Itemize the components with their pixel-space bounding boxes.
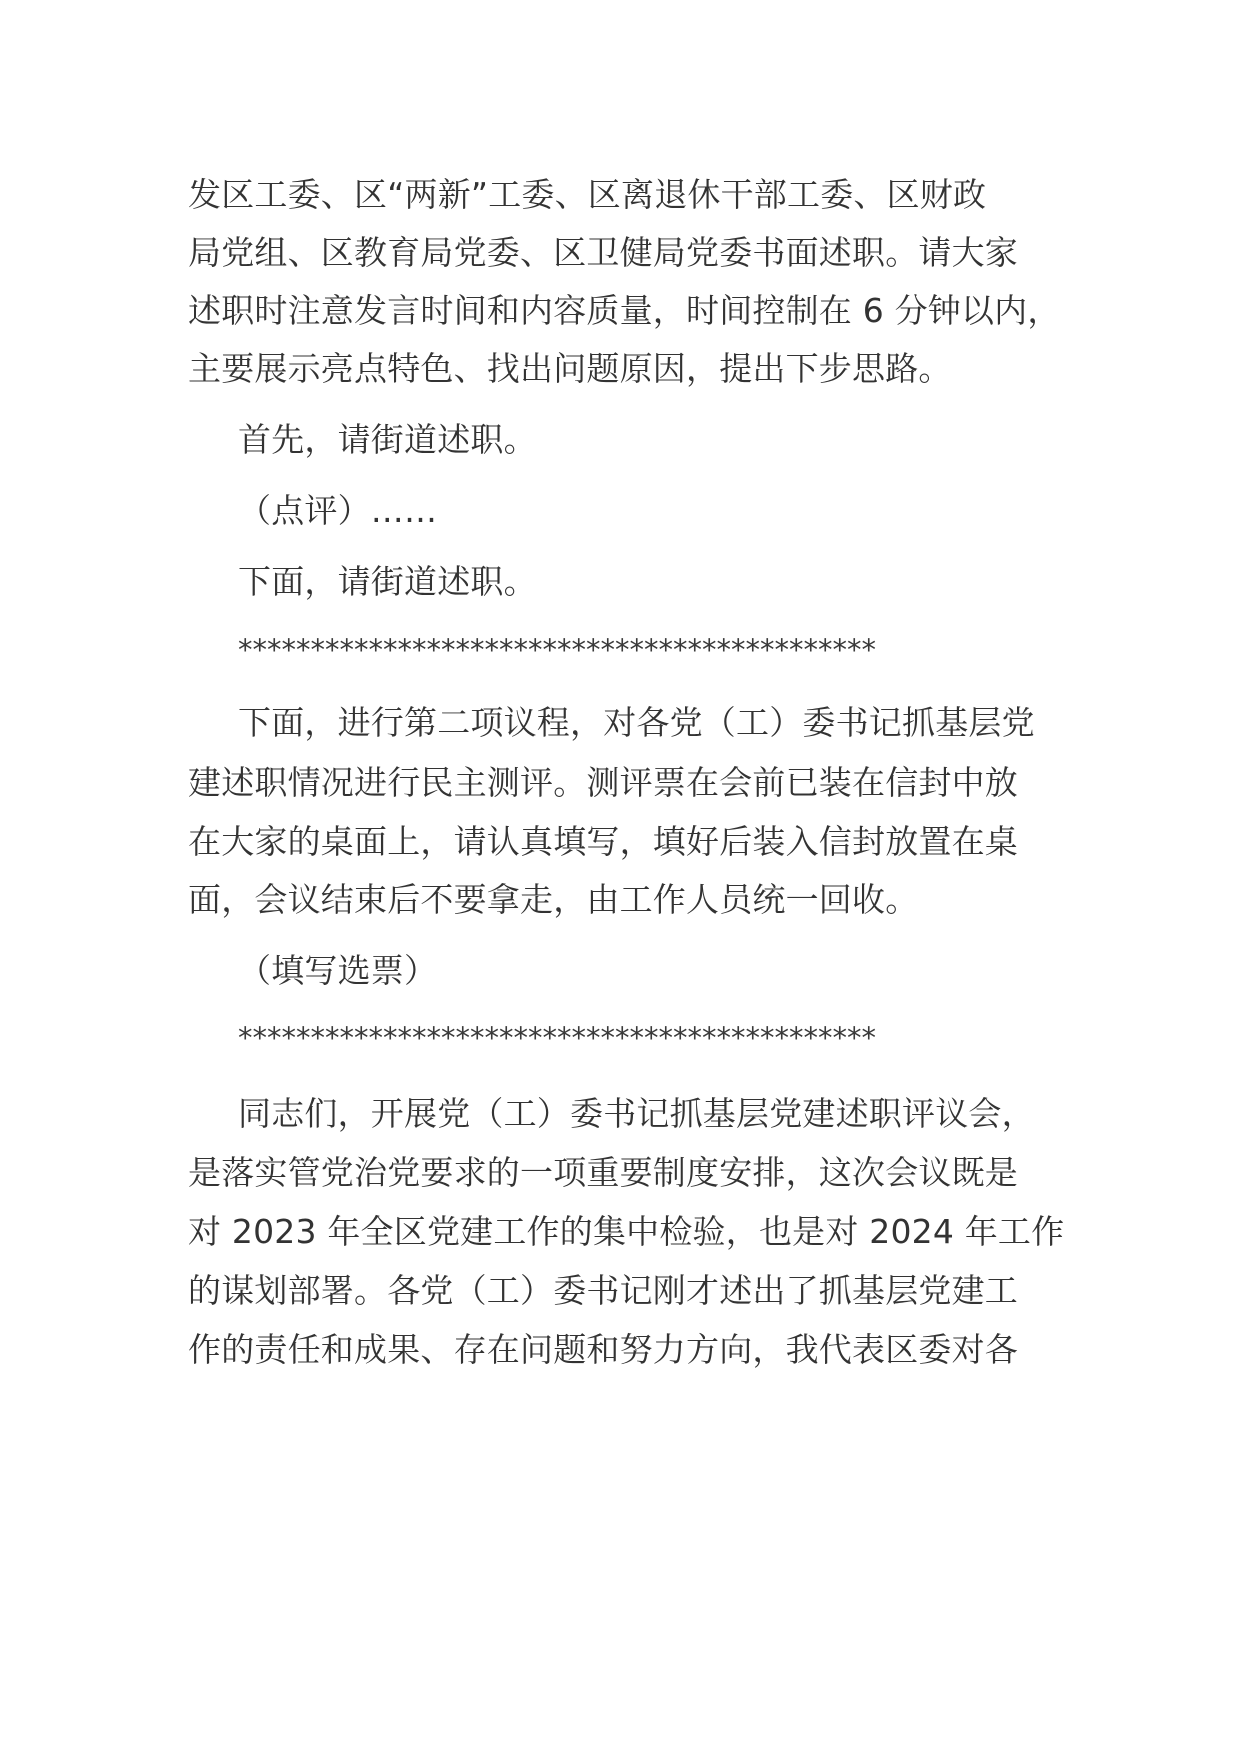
paragraph-5-line-3: 对 2023 年全区党建工作的集中检验，也是对 2024 年工作 xyxy=(188,1212,1065,1251)
paragraph-4-line-3: 在大家的桌面上，请认真填写，填好后装入信封放置在桌 xyxy=(188,822,1018,861)
paragraph-2: 首先，请街道述职。 xyxy=(238,420,537,459)
paragraph-5-line-4: 的谋划部署。各党（工）委书记刚才述出了抓基层党建工 xyxy=(188,1271,1018,1310)
paragraph-1-line-2: 局党组、区教育局党委、区卫健局党委书面述职。请大家 xyxy=(188,233,1018,272)
separator-stars-1: ******************************************** xyxy=(238,633,876,667)
paragraph-5-line-1: 同志们，开展党（工）委书记抓基层党建述职评议会， xyxy=(238,1094,1035,1133)
paragraph-4-line-2: 建述职情况进行民主测评。测评票在会前已装在信封中放 xyxy=(188,763,1018,802)
paragraph-5-line-2: 是落实管党治党要求的一项重要制度安排，这次会议既是 xyxy=(188,1153,1018,1192)
paragraph-1-line-3: 述职时注意发言时间和内容质量，时间控制在 6 分钟以内， xyxy=(188,291,1061,330)
paragraph-4-line-4: 面，会议结束后不要拿走，由工作人员统一回收。 xyxy=(188,880,919,919)
paragraph-4-line-1: 下面，进行第二项议程，对各党（工）委书记抓基层党 xyxy=(238,703,1035,742)
paragraph-5-line-5: 作的责任和成果、存在问题和努力方向，我代表区委对各 xyxy=(188,1330,1018,1369)
paragraph-vote: （填写选票） xyxy=(238,951,438,990)
paragraph-comment: （点评）…… xyxy=(238,491,438,530)
separator-stars-2: ******************************************** xyxy=(238,1021,876,1055)
paragraph-3: 下面，请街道述职。 xyxy=(238,562,537,601)
paragraph-1-line-1: 发区工委、区“两新”工委、区离退休干部工委、区财政 xyxy=(188,175,987,214)
paragraph-1-line-4: 主要展示亮点特色、找出问题原因，提出下步思路。 xyxy=(188,349,952,388)
